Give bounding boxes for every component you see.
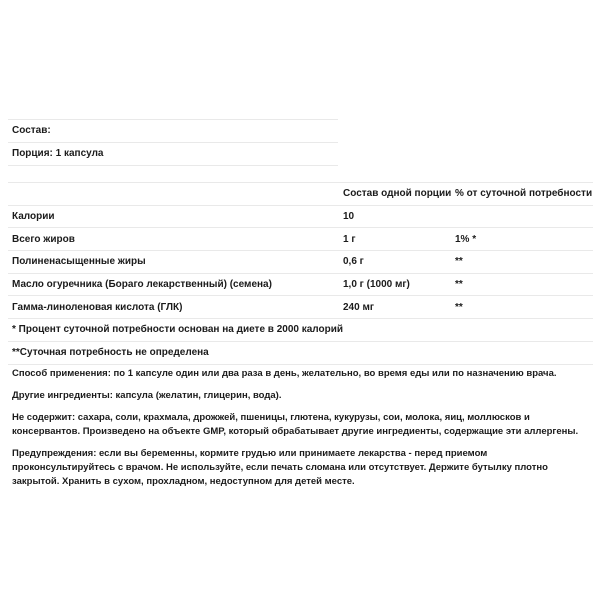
footnote-dv-not-established: **Суточная потребность не определена: [8, 342, 593, 365]
nutrition-facts-table: [8, 182, 593, 365]
nutrient-label: Масло огуречника (Бораго лекарственный) (семена): [12, 279, 272, 291]
nutrient-daily-value: **: [455, 256, 463, 268]
table-row: [8, 251, 593, 274]
nutrient-daily-value: **: [455, 301, 463, 313]
serving-size: Порция: 1 капсула: [8, 143, 338, 166]
nutrient-daily-value: **: [455, 279, 463, 291]
directions-paragraph: Способ применения: по 1 капсуле один или два раза в день, желательно, во время еды или по назначению врача.: [12, 368, 557, 379]
nutrient-label: Полиненасыщенные жиры: [12, 256, 146, 268]
nutrient-daily-value: 1% *: [455, 233, 477, 245]
table-row: [8, 296, 593, 319]
footnote-daily-value-basis: * Процент суточной потребности основан на диете в 2000 калорий: [8, 319, 593, 342]
contains-no-paragraph: Не содержит: сахара, соли, крахмала, дрожжей, пшеницы, глютена, кукурузы, сои, молока, яиц, моллюсков и консервантов. Произведено на объекте GMP, который обрабатывает другие ингредиенты, содержащие эти аллергены.: [12, 412, 579, 437]
nutrient-label: Всего жиров: [12, 233, 75, 245]
other-ingredients-paragraph: Другие ингредиенты: капсула (желатин, глицерин, вода).: [12, 390, 282, 401]
warnings-paragraph: Предупреждения: если вы беременны, кормите грудью или принимаете лекарства - перед приемом проконсультируйтесь с врачом. Не используйте, если печать сломана или отсутствует. Держите бутылку плотно закрытой. Хранить в сухом, прохладном, недоступном для детей месте.: [12, 448, 548, 487]
table-row: [8, 206, 593, 229]
label-text-sections: [12, 367, 592, 497]
column-header-amount-per-serving: Состав одной порции: [343, 188, 452, 200]
nutrient-amount: 1 г: [343, 233, 356, 245]
nutrient-label: Калории: [12, 211, 55, 223]
nutrient-amount: 1,0 г (1000 мг): [343, 279, 410, 291]
serving-info-section: [8, 119, 338, 166]
table-row: [8, 228, 593, 251]
table-row: [8, 274, 593, 297]
nutrient-amount: 10: [343, 211, 355, 223]
nutrient-amount: 240 мг: [343, 301, 375, 313]
table-header-row: [8, 183, 593, 206]
composition-heading: Состав:: [8, 120, 338, 143]
column-header-daily-value: % от суточной потребности: [455, 188, 593, 200]
nutrient-amount: 0,6 г: [343, 256, 364, 268]
nutrient-label: Гамма-линоленовая кислота (ГЛК): [12, 301, 183, 313]
